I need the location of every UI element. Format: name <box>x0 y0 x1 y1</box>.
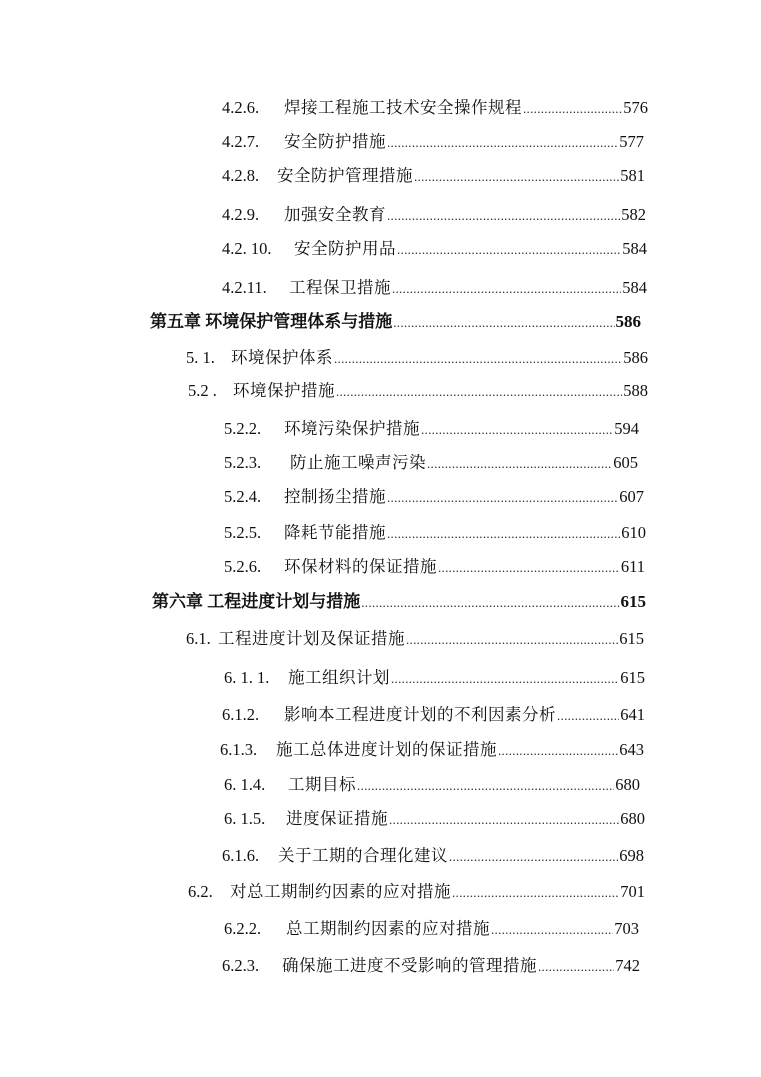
toc-entry-5-2[interactable] <box>188 380 648 402</box>
page-number: 615 <box>620 592 646 611</box>
toc-entry-6-1-4[interactable] <box>224 774 640 796</box>
section-title: 关于工期的合理化建议 <box>278 846 448 865</box>
section-number: 4.2.8. <box>222 166 260 185</box>
toc-entry-5-2-4[interactable] <box>224 486 644 508</box>
dot-leader <box>449 846 618 868</box>
section-title: 施工组织计划 <box>288 668 390 687</box>
page-number: 605 <box>613 453 638 472</box>
dot-leader <box>414 166 619 188</box>
section-title: 安全防护措施 <box>284 132 386 151</box>
page-number: 584 <box>622 278 647 297</box>
section-number: 6.1.3. <box>220 740 258 759</box>
section-title: 确保施工进度不受影响的管理措施 <box>282 956 537 975</box>
section-number: 6.1. <box>186 629 211 648</box>
section-title: 对总工期制约因素的应对措施 <box>230 882 451 901</box>
toc-entry-6-1-3[interactable] <box>220 739 644 761</box>
toc-entry-5-2-2[interactable] <box>224 418 639 440</box>
section-number: 5. 1. <box>186 348 215 367</box>
section-number: 4.2.7. <box>222 132 260 151</box>
section-title: 影响本工程进度计划的不利因素分析 <box>284 705 556 724</box>
section-title: 进度保证措施 <box>286 809 388 828</box>
dot-leader <box>391 668 619 690</box>
section-number: 6. 1. 1. <box>224 668 270 687</box>
toc-entry-4-2-8[interactable] <box>222 165 645 187</box>
toc-entry-4-2-6[interactable] <box>222 97 648 119</box>
chapter-title: 第六章 工程进度计划与措施 <box>152 592 361 611</box>
page-number: 615 <box>619 629 644 648</box>
section-title: 工程进度计划及保证措施 <box>218 629 405 648</box>
toc-entry-6-2-2[interactable] <box>224 918 639 940</box>
section-number: 5.2.3. <box>224 453 262 472</box>
section-title: 环境保护措施 <box>233 381 335 400</box>
toc-entry-6-1-1[interactable] <box>224 667 645 689</box>
toc-entry-6-1[interactable] <box>186 628 644 650</box>
section-title: 环境保护体系 <box>231 348 333 367</box>
section-number: 5.2.6. <box>224 557 262 576</box>
page-number: 643 <box>619 740 644 759</box>
dot-leader <box>392 278 621 300</box>
toc-entry-5-2-6[interactable] <box>224 556 645 578</box>
dot-leader <box>336 381 622 403</box>
section-title: 焊接工程施工技术安全操作规程 <box>284 98 522 117</box>
toc-entry-4-2-9[interactable] <box>222 204 646 226</box>
section-number: 6.1.6. <box>222 846 260 865</box>
section-number: 5.2.4. <box>224 487 262 506</box>
section-title: 加强安全教育 <box>284 205 386 224</box>
page-number: 703 <box>614 919 639 938</box>
page-number: 742 <box>615 956 640 975</box>
section-title: 工期目标 <box>288 775 356 794</box>
dot-leader <box>498 740 618 762</box>
section-title: 工程保卫措施 <box>289 278 391 297</box>
page-number: 610 <box>621 523 646 542</box>
toc-entry-6-1-5[interactable] <box>224 808 645 830</box>
section-title: 施工总体进度计划的保证措施 <box>276 740 497 759</box>
dot-leader <box>491 919 613 941</box>
dot-leader <box>406 629 618 651</box>
dot-leader <box>523 98 622 120</box>
toc-entry-4-2-7[interactable] <box>222 131 644 153</box>
page-number: 584 <box>622 239 647 258</box>
dot-leader <box>393 312 614 334</box>
dot-leader <box>387 487 618 509</box>
page-number: 701 <box>620 882 645 901</box>
dot-leader <box>427 453 612 475</box>
toc-entry-5-2-5[interactable] <box>224 522 646 544</box>
section-title: 防止施工噪声污染 <box>290 453 426 472</box>
dot-leader <box>387 205 620 227</box>
dot-leader <box>397 239 621 261</box>
section-number: 6.2.2. <box>224 919 262 938</box>
toc-entry-5-2-3[interactable] <box>224 452 638 474</box>
section-title: 总工期制约因素的应对措施 <box>286 919 490 938</box>
page-number: 680 <box>615 775 640 794</box>
section-number: 5.2 . <box>188 381 217 400</box>
page-number: 588 <box>623 381 648 400</box>
dot-leader <box>334 348 622 370</box>
section-title: 环保材料的保证措施 <box>284 557 437 576</box>
page-number: 586 <box>615 312 641 331</box>
page-number: 594 <box>614 419 639 438</box>
toc-entry-4-2-11[interactable] <box>222 277 647 299</box>
section-number: 4.2.9. <box>222 205 260 224</box>
section-number: 4.2.6. <box>222 98 260 117</box>
page-number: 577 <box>619 132 644 151</box>
dot-leader <box>389 809 619 831</box>
toc-chapter-5[interactable] <box>150 311 641 333</box>
dot-leader <box>357 775 614 797</box>
toc-chapter-6[interactable] <box>152 591 646 613</box>
dot-leader <box>438 557 620 579</box>
section-title: 安全防护管理措施 <box>277 166 413 185</box>
page-number: 611 <box>620 557 645 576</box>
page-number: 680 <box>620 809 645 828</box>
dot-leader <box>452 882 619 904</box>
section-number: 5.2.2. <box>224 419 262 438</box>
chapter-title: 第五章 环境保护管理体系与措施 <box>150 312 393 331</box>
page-number: 615 <box>620 668 645 687</box>
page-number: 582 <box>621 205 646 224</box>
dot-leader <box>421 419 613 441</box>
dot-leader <box>361 592 619 614</box>
section-title: 环境污染保护措施 <box>284 419 420 438</box>
page-number: 641 <box>620 705 645 724</box>
page-number: 586 <box>623 348 648 367</box>
dot-leader <box>387 132 618 154</box>
section-title: 降耗节能措施 <box>284 523 386 542</box>
toc-entry-6-1-2[interactable] <box>222 704 645 726</box>
toc-entry-4-2-10[interactable] <box>222 238 647 260</box>
page-number: 607 <box>619 487 644 506</box>
page-number: 698 <box>619 846 644 865</box>
section-number: 6. 1.4. <box>224 775 266 794</box>
section-number: 6.2.3. <box>222 956 260 975</box>
section-title: 控制扬尘措施 <box>284 487 386 506</box>
section-title: 安全防护用品 <box>294 239 396 258</box>
section-number: 6.2. <box>188 882 213 901</box>
page-number: 576 <box>623 98 648 117</box>
page-number: 581 <box>620 166 645 185</box>
section-number: 5.2.5. <box>224 523 262 542</box>
toc-entry-6-2[interactable] <box>188 881 645 903</box>
section-number: 4.2.11. <box>222 278 267 297</box>
toc-entry-6-2-3[interactable] <box>222 955 640 977</box>
dot-leader <box>538 956 614 978</box>
dot-leader <box>557 705 619 727</box>
dot-leader <box>387 523 620 545</box>
section-number: 4.2. 10. <box>222 239 272 258</box>
section-number: 6.1.2. <box>222 705 260 724</box>
section-number: 6. 1.5. <box>224 809 266 828</box>
toc-entry-5-1[interactable] <box>186 347 648 369</box>
toc-entry-6-1-6[interactable] <box>222 845 644 867</box>
